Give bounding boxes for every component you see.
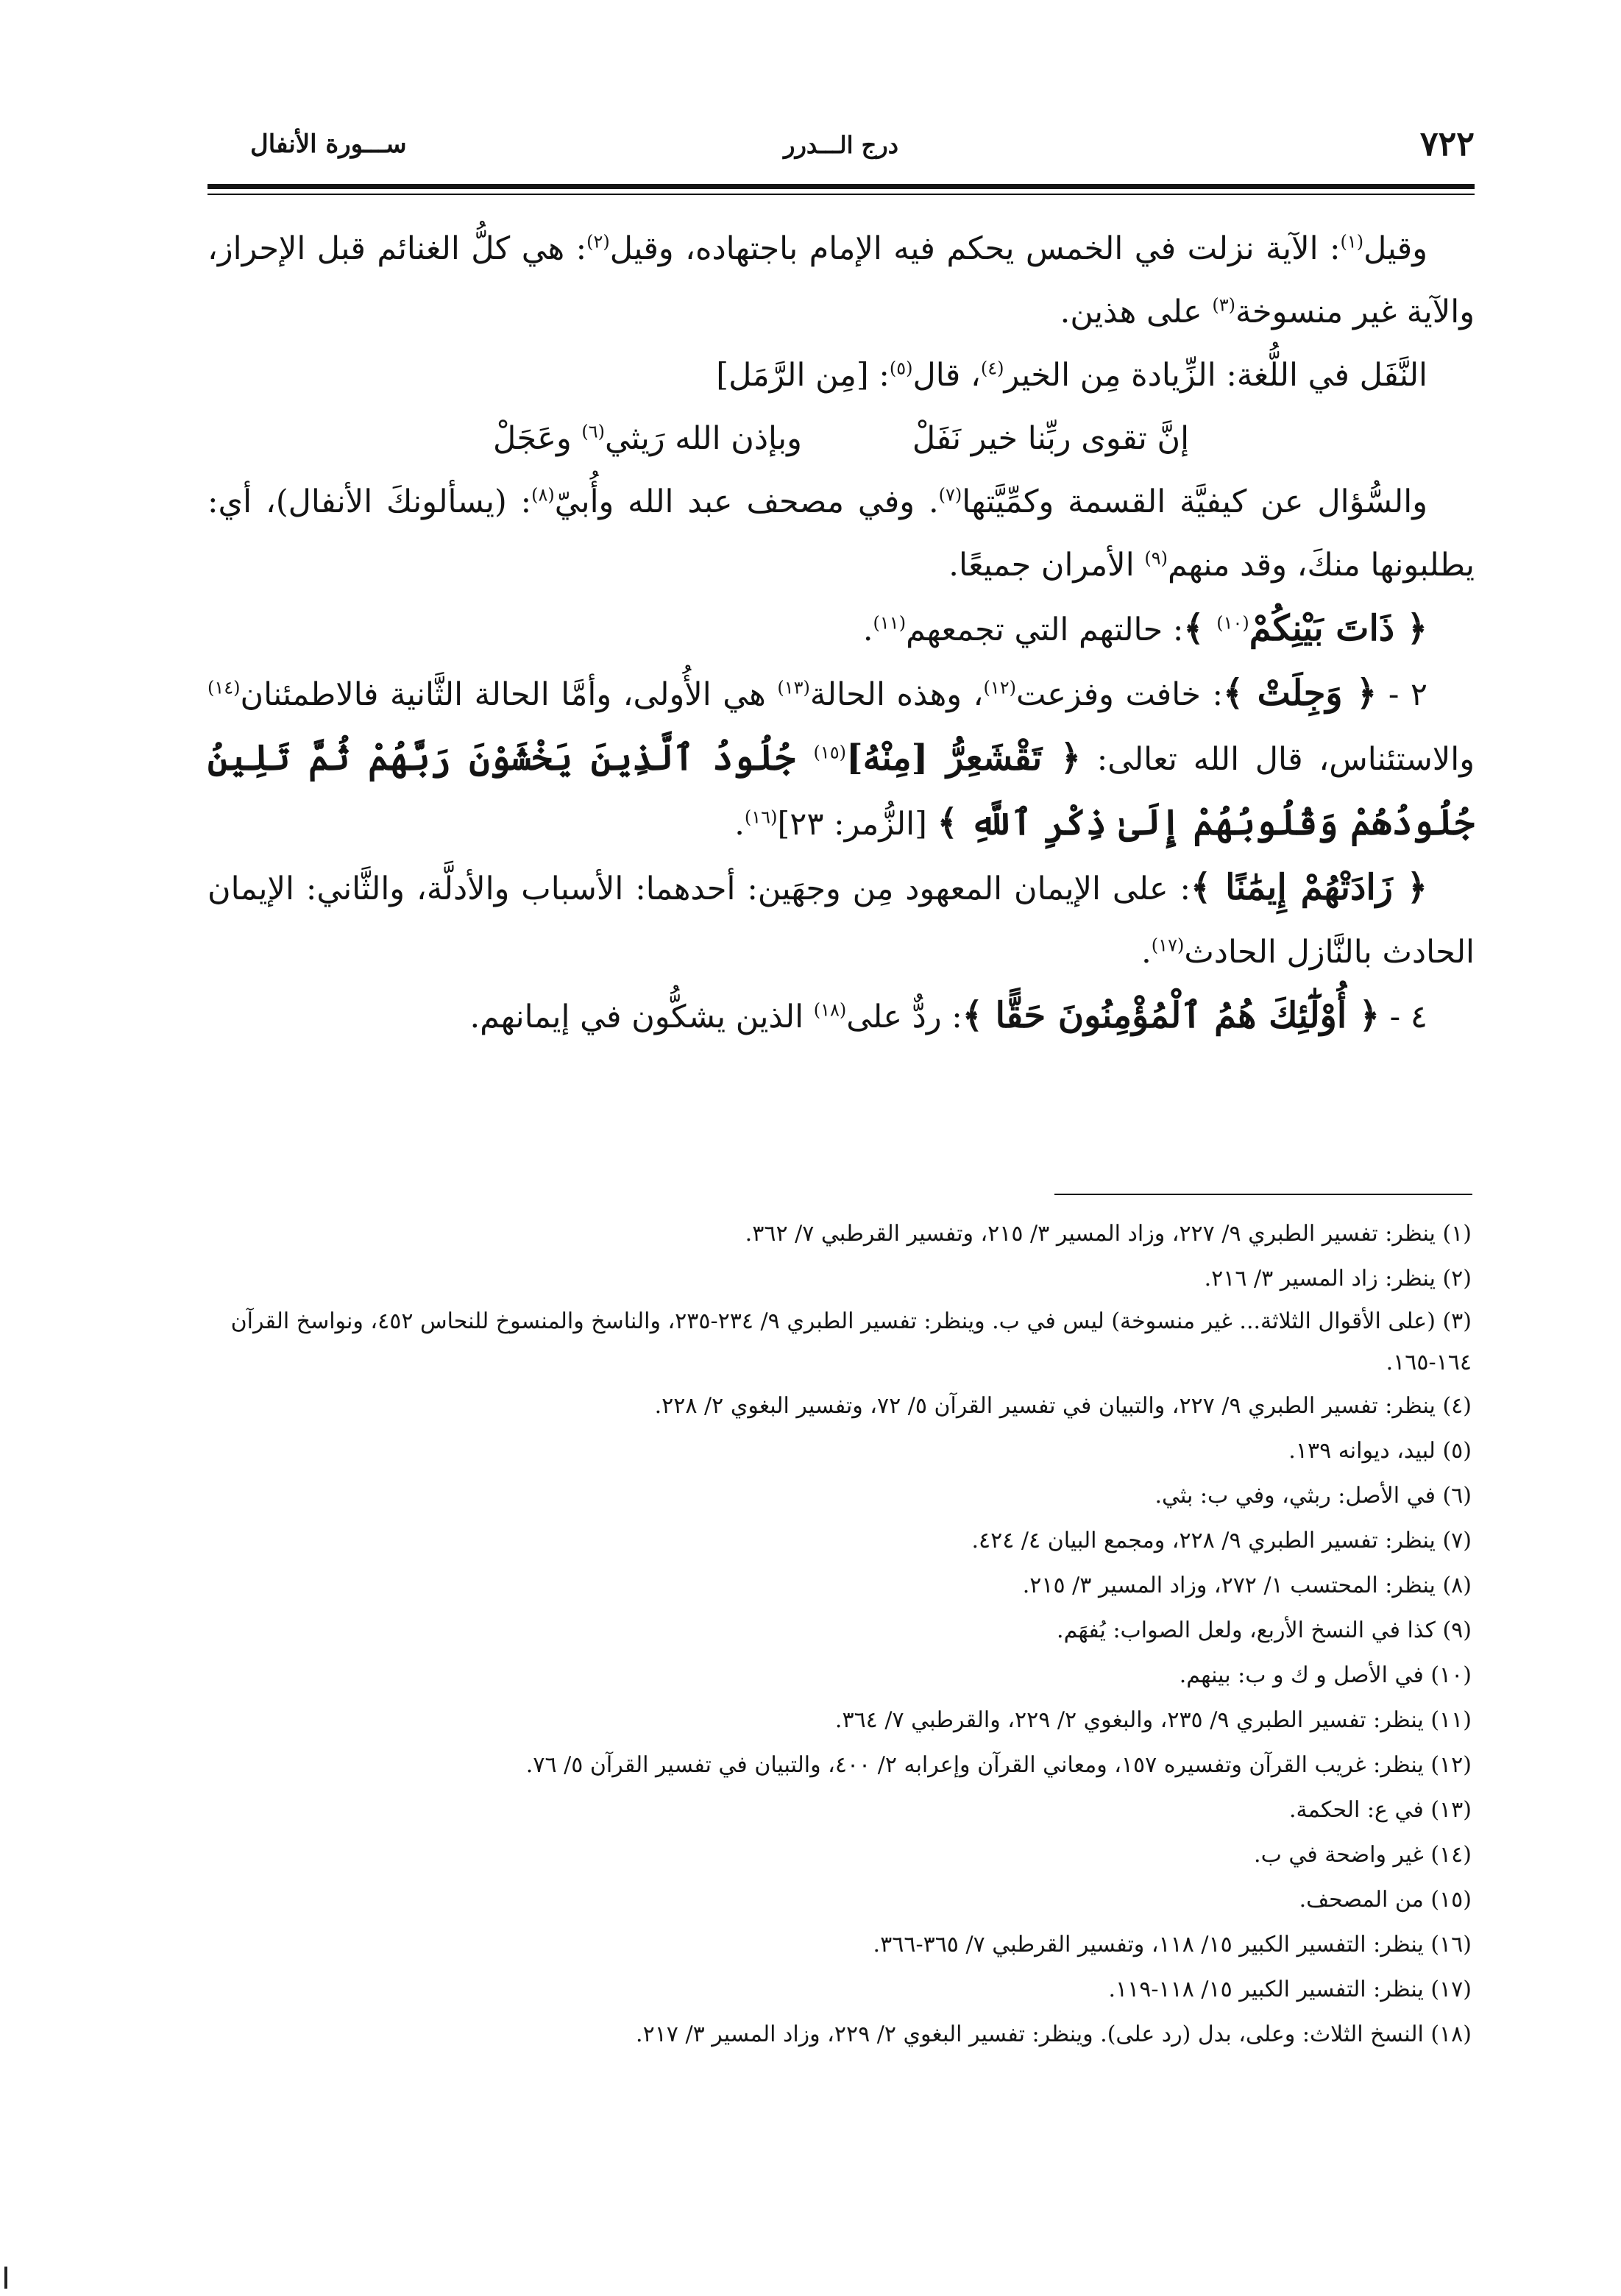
footnote: (١٢) ينظر: غريب القرآن وتفسيره ١٥٧، ومعاني القرآن وإعرابه ٢/ ٤٠٠، والتبيان في تفسير القرآن ٥/ ٧٦. <box>525 1752 1472 1778</box>
paragraph-4 <box>207 597 1475 662</box>
footnote: (١٣) في ع: الحكمة. <box>1289 1797 1472 1823</box>
footnote: (٣) (على الأقوال الثلاثة... غير منسوخة) ليس في ب. وينظر: تفسير الطبري ٩/ ٢٣٤-٢٣٥، والناسخ والمنسوخ للنحاس ٤٥٢، ونواسخ القرآن ١٦٤-١٦٥. <box>230 1308 1472 1375</box>
running-header <box>207 124 1475 175</box>
text-run: . <box>1141 934 1152 971</box>
quran-quote: جُلُودُ ٱلَّذِينَ يَخْشَوْنَ رَبَّهُمْ ثُمَّ تَلِينُ جُلُودُهُمْ وَقُلُوبُهُمْ إِلَىٰ ذِكْرِ ٱللَّهِ ﴾ <box>207 737 1475 843</box>
footnote: (١١) ينظر: تفسير الطبري ٩/ ٢٣٥، والبغوي ٢/ ٢٢٩، والقرطبي ٧/ ٣٦٤. <box>834 1707 1472 1733</box>
quran-quote: ﴿ زَادَتْهُمْ إِيمَٰنًا ﴾ <box>1191 867 1427 908</box>
footnote-ref: (١١) <box>873 612 907 634</box>
paragraph-5 <box>207 662 1475 856</box>
footnote: (٩) كذا في النسخ الأربع، ولعل الصواب: يُفهَم. <box>1057 1618 1472 1643</box>
poetry-verse <box>207 407 1475 470</box>
text-run: على هذين. <box>1060 294 1213 330</box>
quran-quote: ﴿ أُوْلَٰٓئِكَ هُمُ ٱلْمُؤْمِنُونَ حَقًّا ﴾ <box>962 995 1380 1036</box>
quran-quote: ﴿ ذَاتَ بَيْنِكُمْ <box>1249 608 1427 649</box>
text-run: : ردٌّ على <box>846 999 962 1035</box>
hemistich-1: إنَّ تقوى ربِّنا خير نَفَلْ <box>912 420 1190 457</box>
paragraph-7 <box>207 984 1475 1049</box>
footnote: (١٠) في الأصل و ك و ب: بينهم. <box>1179 1662 1472 1688</box>
footnote: (٨) ينظر: المحتسب ١/ ٢٧٢، وزاد المسير ٣/ ٢١٥. <box>1022 1573 1472 1598</box>
text-run: : (يسألونكَ الأنفال)، أي: يطلبونها منكَ، وقد منهم <box>207 483 1475 584</box>
header-rule-thick <box>207 184 1475 189</box>
footnote-ref: (١٢) <box>983 677 1016 698</box>
paragraph-6 <box>207 856 1475 984</box>
quran-quote: ﴿ تَقْشَعِرُّ [مِنْهُ] <box>845 737 1082 779</box>
footnote-ref: (٥) <box>889 358 913 379</box>
footnote: (٤) ينظر: تفسير الطبري ٩/ ٢٢٧، والتبيان في تفسير القرآن ٥/ ٧٢، وتفسير البغوي ٢/ ٢٢٨. <box>654 1393 1472 1419</box>
footnote-ref: (١٤) <box>207 677 241 698</box>
quran-quote: ﴾ <box>1183 608 1217 649</box>
footnotes <box>207 1211 1475 2057</box>
scan-mark <box>4 2267 7 2289</box>
footnote: (٢) ينظر: زاد المسير ٣/ ٢١٦. <box>1204 1266 1472 1292</box>
footnote: (١) ينظر: تفسير الطبري ٩/ ٢٢٧، وزاد المسير ٣/ ٢١٥، وتفسير القرطبي ٧/ ٣٦٢. <box>745 1221 1472 1247</box>
footnote: (١٤) غير واضحة في ب. <box>1254 1842 1472 1868</box>
text-run: وقيل <box>1363 230 1427 267</box>
text-run: [الزُّمر: ٢٣] <box>777 806 937 843</box>
paragraph-2 <box>207 344 1475 407</box>
footnote-ref: (١٧) <box>1151 935 1185 956</box>
text-run: الذين يشكُّون في إيمانهم. <box>469 999 814 1035</box>
footnote: (١٥) من المصحف. <box>1299 1887 1472 1913</box>
footnote: (١٦) ينظر: التفسير الكبير ١٥/ ١١٨، وتفسير القرطبي ٧/ ٣٦٥-٣٦٦. <box>873 1932 1472 1957</box>
text-run: ، وهذه الحالة <box>809 676 984 713</box>
text-run: وعَجَلْ <box>492 420 582 457</box>
footnote-ref: (٧) <box>938 484 962 506</box>
header-rule-thin <box>207 194 1475 195</box>
surah-title: ســـورة الأنفال <box>250 130 407 159</box>
hemistich-2 <box>493 407 802 470</box>
footnote-ref: (٣) <box>1212 294 1235 316</box>
text-run: النَّفَل في اللُّغة: الزِّيادة مِن الخير <box>1004 357 1427 394</box>
footnote-ref: (١٨) <box>813 999 847 1021</box>
footnote-ref: (٨) <box>531 484 555 506</box>
verse-number: ٢ - <box>1377 676 1428 713</box>
footnote-ref: (١٦) <box>744 807 778 828</box>
text-run: . وفي مصحف عبد الله وأُبيّ <box>554 483 939 520</box>
text-run: . <box>862 612 873 648</box>
text-run: . <box>734 806 745 843</box>
footnote: (٧) ينظر: تفسير الطبري ٩/ ٢٢٨، ومجمع البيان ٤/ ٤٢٤. <box>971 1528 1472 1553</box>
footnote-ref: (٢) <box>586 231 610 252</box>
footnote: (١٧) ينظر: التفسير الكبير ١٥/ ١١٨-١١٩. <box>1108 1977 1472 2002</box>
text-run: والسُّؤال عن كيفيَّة القسمة وكمِّيَّتها <box>962 483 1427 520</box>
footnote-ref: (١٠) <box>1216 612 1249 634</box>
text-run: وبإذن الله رَيثي <box>605 420 802 457</box>
quran-quote: ﴿ وَجِلَتْ ﴾ <box>1222 673 1377 714</box>
text-run: هي الأُولى، وأمَّا الحالة الثَّانية فالاطمئنان <box>240 676 778 713</box>
text-run: : [مِن الرَّمَل] <box>716 357 890 394</box>
footnote-ref: (١٥) <box>813 742 846 763</box>
text-run: : هي كلُّ الغنائم قبل الإحراز، والآية غير منسوخة <box>207 230 1475 330</box>
footnote: (٥) لبيد، ديوانه ١٣٩. <box>1288 1438 1472 1464</box>
page-number: ٧٢٢ <box>1419 124 1475 163</box>
footnote-ref: (٩) <box>1144 548 1168 569</box>
footnote-ref: (١) <box>1340 231 1364 252</box>
footnote: (١٨) النسخ الثلاث: وعلى، بدل (رد على). وينظر: تفسير البغوي ٢/ ٢٢٩، وزاد المسير ٣/ ٢١٧. <box>636 2022 1472 2047</box>
text-run: ، قال <box>912 357 981 394</box>
footnote-ref: (١٣) <box>777 677 810 698</box>
verse-number: ٤ - <box>1380 999 1427 1035</box>
text-run: الأمران جميعًا. <box>948 547 1145 584</box>
footnote-ref: (٤) <box>980 358 1004 379</box>
paragraph-3 <box>207 470 1475 597</box>
footnote: (٦) في الأصل: ربثي، وفي ب: بثي. <box>1154 1483 1472 1509</box>
book-title: درج الـــدرر <box>784 131 898 159</box>
footnote-separator <box>1054 1194 1472 1195</box>
text-run: : الآية نزلت في الخمس يحكم فيه الإمام باجتهاده، وقيل <box>609 230 1341 267</box>
text-run: : خافت وفزعت <box>1015 676 1223 713</box>
text-run: : حالتهم التي تجمعهم <box>906 612 1184 648</box>
paragraph-1 <box>207 217 1475 344</box>
text-run: : على الإيمان المعهود مِن وجهَين: أحدهما: الأسباب والأدلَّة، والثَّاني: الإيمان الحادث بالنَّازل الحادث <box>207 871 1475 971</box>
footnote-ref: (٦) <box>581 421 606 442</box>
text-run: والاستئناس، قال الله تعالى: <box>1081 741 1475 778</box>
main-text <box>207 217 1475 1049</box>
